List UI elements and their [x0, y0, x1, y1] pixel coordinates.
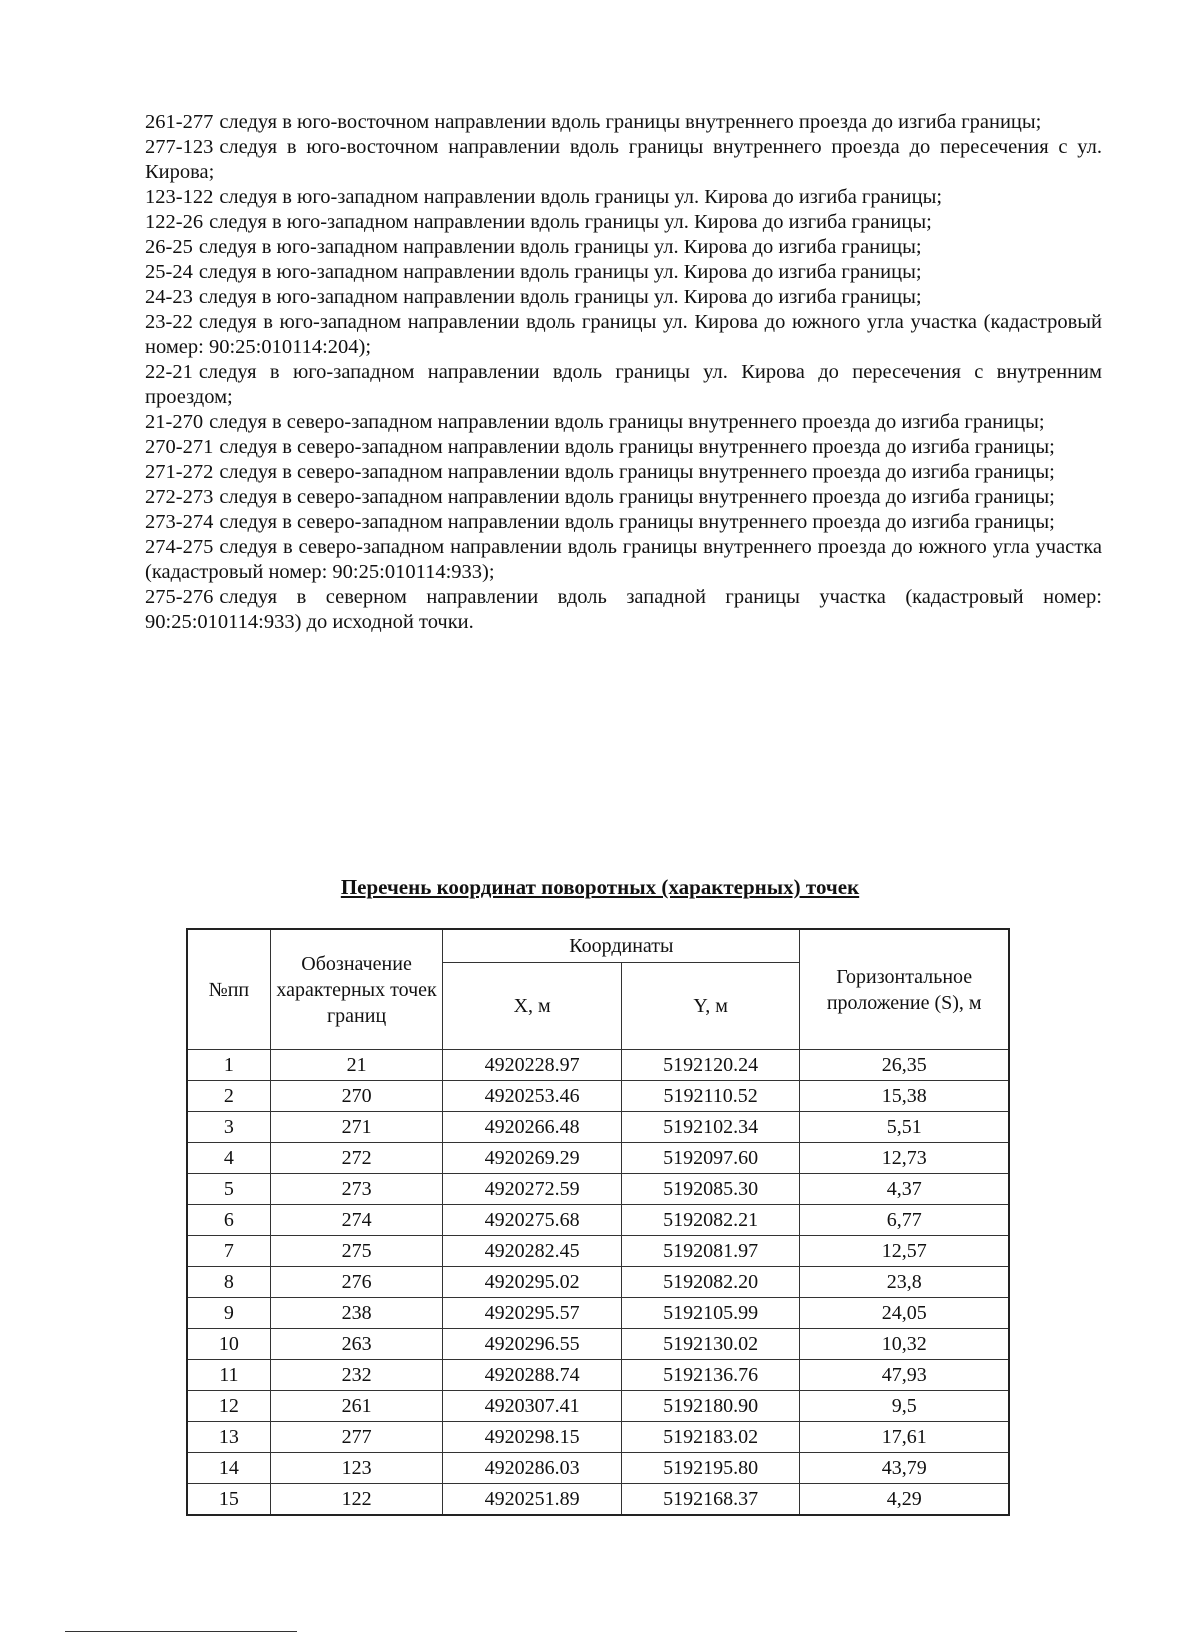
cell-designation: 273 — [270, 1174, 443, 1205]
segment-range: 22-21 — [145, 361, 193, 383]
cell-num: 5 — [187, 1174, 270, 1205]
cell-distance: 17,61 — [800, 1422, 1009, 1453]
cell-num: 11 — [187, 1360, 270, 1391]
segment-text: следуя в юго-западном направлении вдоль границы ул. Кирова до южного угла участка (кадастровый номер: 90:25:010114:204); — [145, 311, 1102, 358]
cell-designation: 272 — [270, 1143, 443, 1174]
paragraph — [145, 285, 1102, 310]
segment-text: следуя в юго-западном направлении вдоль границы ул. Кирова до изгиба границы; — [209, 211, 932, 233]
cell-x: 4920251.89 — [443, 1484, 622, 1516]
paragraph — [145, 235, 1102, 260]
header-distance: Горизонтальное проложение (S), м — [800, 929, 1009, 1050]
table-body — [187, 1050, 1009, 1516]
segment-text: следуя в северо-западном направлении вдоль границы внутреннего проезда до изгиба границы; — [209, 411, 1045, 433]
cell-num: 4 — [187, 1143, 270, 1174]
cell-designation: 232 — [270, 1360, 443, 1391]
segment-text: следуя в северо-западном направлении вдоль границы внутреннего проезда до изгиба границы; — [219, 461, 1055, 483]
table-row — [187, 1298, 1009, 1329]
cell-y: 5192195.80 — [621, 1453, 800, 1484]
cell-y: 5192168.37 — [621, 1484, 800, 1516]
segment-range: 122-26 — [145, 211, 204, 233]
segment-range: 23-22 — [145, 311, 193, 333]
header-coordinates: Координаты — [443, 929, 800, 963]
header-num: №пп — [187, 929, 270, 1050]
cell-designation: 122 — [270, 1484, 443, 1516]
header-y: Y, м — [621, 963, 800, 1050]
cell-y: 5192097.60 — [621, 1143, 800, 1174]
cell-x: 4920266.48 — [443, 1112, 622, 1143]
cell-x: 4920228.97 — [443, 1050, 622, 1081]
segment-text: следуя в юго-западном направлении вдоль границы ул. Кирова до изгиба границы; — [219, 186, 943, 208]
segment-text: следуя в северо-западном направлении вдоль границы внутреннего проезда до южного угла участка (кадастровый номер: 90:25:010114:933); — [145, 536, 1102, 583]
segment-text: следуя в юго-восточном направлении вдоль границы внутреннего проезда до изгиба границы; — [219, 111, 1042, 133]
cell-designation: 274 — [270, 1205, 443, 1236]
segment-range: 123-122 — [145, 186, 214, 208]
table-row — [187, 1484, 1009, 1516]
cell-distance: 23,8 — [800, 1267, 1009, 1298]
cell-y: 5192136.76 — [621, 1360, 800, 1391]
paragraph — [145, 535, 1102, 585]
segment-range: 274-275 — [145, 536, 214, 558]
cell-x: 4920282.45 — [443, 1236, 622, 1267]
segment-range: 270-271 — [145, 436, 214, 458]
cell-distance: 6,77 — [800, 1205, 1009, 1236]
table-row — [187, 1236, 1009, 1267]
cell-num: 14 — [187, 1453, 270, 1484]
header-x: X, м — [443, 963, 622, 1050]
cell-num: 6 — [187, 1205, 270, 1236]
table-row — [187, 1360, 1009, 1391]
table-row — [187, 1453, 1009, 1484]
cell-distance: 26,35 — [800, 1050, 1009, 1081]
paragraph — [145, 510, 1102, 535]
paragraph — [145, 135, 1102, 185]
table-row — [187, 1050, 1009, 1081]
segment-text: следуя в юго-западном направлении вдоль границы ул. Кирова до изгиба границы; — [198, 286, 922, 308]
footnote-divider — [65, 1631, 297, 1632]
boundary-description — [145, 110, 1102, 635]
cell-designation: 276 — [270, 1267, 443, 1298]
paragraph — [145, 585, 1102, 635]
header-designation: Обозначение характерных точек границ — [270, 929, 443, 1050]
cell-num: 7 — [187, 1236, 270, 1267]
coordinates-table — [186, 928, 1010, 1516]
cell-distance: 12,73 — [800, 1143, 1009, 1174]
cell-distance: 12,57 — [800, 1236, 1009, 1267]
paragraph — [145, 260, 1102, 285]
cell-x: 4920253.46 — [443, 1081, 622, 1112]
paragraph — [145, 210, 1102, 235]
cell-distance: 4,37 — [800, 1174, 1009, 1205]
cell-designation: 123 — [270, 1453, 443, 1484]
cell-designation: 261 — [270, 1391, 443, 1422]
cell-x: 4920286.03 — [443, 1453, 622, 1484]
cell-num: 15 — [187, 1484, 270, 1516]
segment-text: следуя в юго-западном направлении вдоль границы ул. Кирова до изгиба границы; — [198, 261, 922, 283]
table-row — [187, 1174, 1009, 1205]
cell-x: 4920296.55 — [443, 1329, 622, 1360]
cell-y: 5192102.34 — [621, 1112, 800, 1143]
paragraph — [145, 310, 1102, 360]
cell-x: 4920288.74 — [443, 1360, 622, 1391]
cell-designation: 270 — [270, 1081, 443, 1112]
cell-x: 4920272.59 — [443, 1174, 622, 1205]
segment-text: следуя в юго-западном направлении вдоль границы ул. Кирова до пересечения с внутренним проездом; — [145, 361, 1102, 408]
cell-distance: 9,5 — [800, 1391, 1009, 1422]
segment-text: следуя в юго-западном направлении вдоль границы ул. Кирова до изгиба границы; — [198, 236, 922, 258]
segment-range: 277-123 — [145, 136, 214, 158]
segment-range: 26-25 — [145, 236, 193, 258]
cell-num: 3 — [187, 1112, 270, 1143]
cell-num: 13 — [187, 1422, 270, 1453]
table-row — [187, 1112, 1009, 1143]
cell-designation: 263 — [270, 1329, 443, 1360]
cell-y: 5192105.99 — [621, 1298, 800, 1329]
segment-text: следуя в северном направлении вдоль западной границы участка (кадастровый номер: 90:25:010114:933) до исходной точки. — [145, 586, 1102, 633]
cell-num: 10 — [187, 1329, 270, 1360]
segment-range: 271-272 — [145, 461, 214, 483]
cell-designation: 277 — [270, 1422, 443, 1453]
segment-range: 273-274 — [145, 511, 214, 533]
cell-x: 4920298.15 — [443, 1422, 622, 1453]
segment-range: 24-23 — [145, 286, 193, 308]
segment-text: следуя в северо-западном направлении вдоль границы внутреннего проезда до изгиба границы; — [219, 511, 1055, 533]
cell-distance: 5,51 — [800, 1112, 1009, 1143]
cell-y: 5192180.90 — [621, 1391, 800, 1422]
segment-range: 275-276 — [145, 586, 214, 608]
segment-text: следуя в северо-западном направлении вдоль границы внутреннего проезда до изгиба границы; — [219, 436, 1055, 458]
cell-y: 5192082.20 — [621, 1267, 800, 1298]
cell-y: 5192110.52 — [621, 1081, 800, 1112]
cell-distance: 43,79 — [800, 1453, 1009, 1484]
segment-range: 261-277 — [145, 111, 214, 133]
cell-num: 9 — [187, 1298, 270, 1329]
cell-num: 2 — [187, 1081, 270, 1112]
cell-x: 4920269.29 — [443, 1143, 622, 1174]
cell-num: 12 — [187, 1391, 270, 1422]
table-row — [187, 1267, 1009, 1298]
paragraph — [145, 110, 1102, 135]
segment-text: следуя в северо-западном направлении вдоль границы внутреннего проезда до изгиба границы; — [219, 486, 1055, 508]
cell-y: 5192082.21 — [621, 1205, 800, 1236]
paragraph — [145, 460, 1102, 485]
cell-x: 4920295.57 — [443, 1298, 622, 1329]
segment-range: 21-270 — [145, 411, 204, 433]
segment-range: 25-24 — [145, 261, 193, 283]
table-row — [187, 1391, 1009, 1422]
cell-y: 5192120.24 — [621, 1050, 800, 1081]
segment-range: 272-273 — [145, 486, 214, 508]
cell-y: 5192081.97 — [621, 1236, 800, 1267]
cell-x: 4920275.68 — [443, 1205, 622, 1236]
table-title: Перечень координат поворотных (характерных) точек — [340, 875, 860, 899]
cell-designation: 21 — [270, 1050, 443, 1081]
cell-y: 5192183.02 — [621, 1422, 800, 1453]
paragraph — [145, 435, 1102, 460]
cell-distance: 47,93 — [800, 1360, 1009, 1391]
segment-text: следуя в юго-восточном направлении вдоль границы внутреннего проезда до пересечения с ул. Кирова; — [145, 136, 1102, 183]
cell-designation: 238 — [270, 1298, 443, 1329]
cell-x: 4920307.41 — [443, 1391, 622, 1422]
table-row — [187, 1329, 1009, 1360]
table-row — [187, 1143, 1009, 1174]
cell-num: 8 — [187, 1267, 270, 1298]
cell-designation: 271 — [270, 1112, 443, 1143]
cell-distance: 15,38 — [800, 1081, 1009, 1112]
cell-distance: 24,05 — [800, 1298, 1009, 1329]
paragraph — [145, 360, 1102, 410]
paragraph — [145, 185, 1102, 210]
paragraph — [145, 410, 1102, 435]
cell-distance: 4,29 — [800, 1484, 1009, 1516]
table-row — [187, 1422, 1009, 1453]
cell-x: 4920295.02 — [443, 1267, 622, 1298]
cell-y: 5192130.02 — [621, 1329, 800, 1360]
cell-distance: 10,32 — [800, 1329, 1009, 1360]
table-row — [187, 1205, 1009, 1236]
cell-designation: 275 — [270, 1236, 443, 1267]
cell-y: 5192085.30 — [621, 1174, 800, 1205]
table-row — [187, 1081, 1009, 1112]
cell-num: 1 — [187, 1050, 270, 1081]
paragraph — [145, 485, 1102, 510]
